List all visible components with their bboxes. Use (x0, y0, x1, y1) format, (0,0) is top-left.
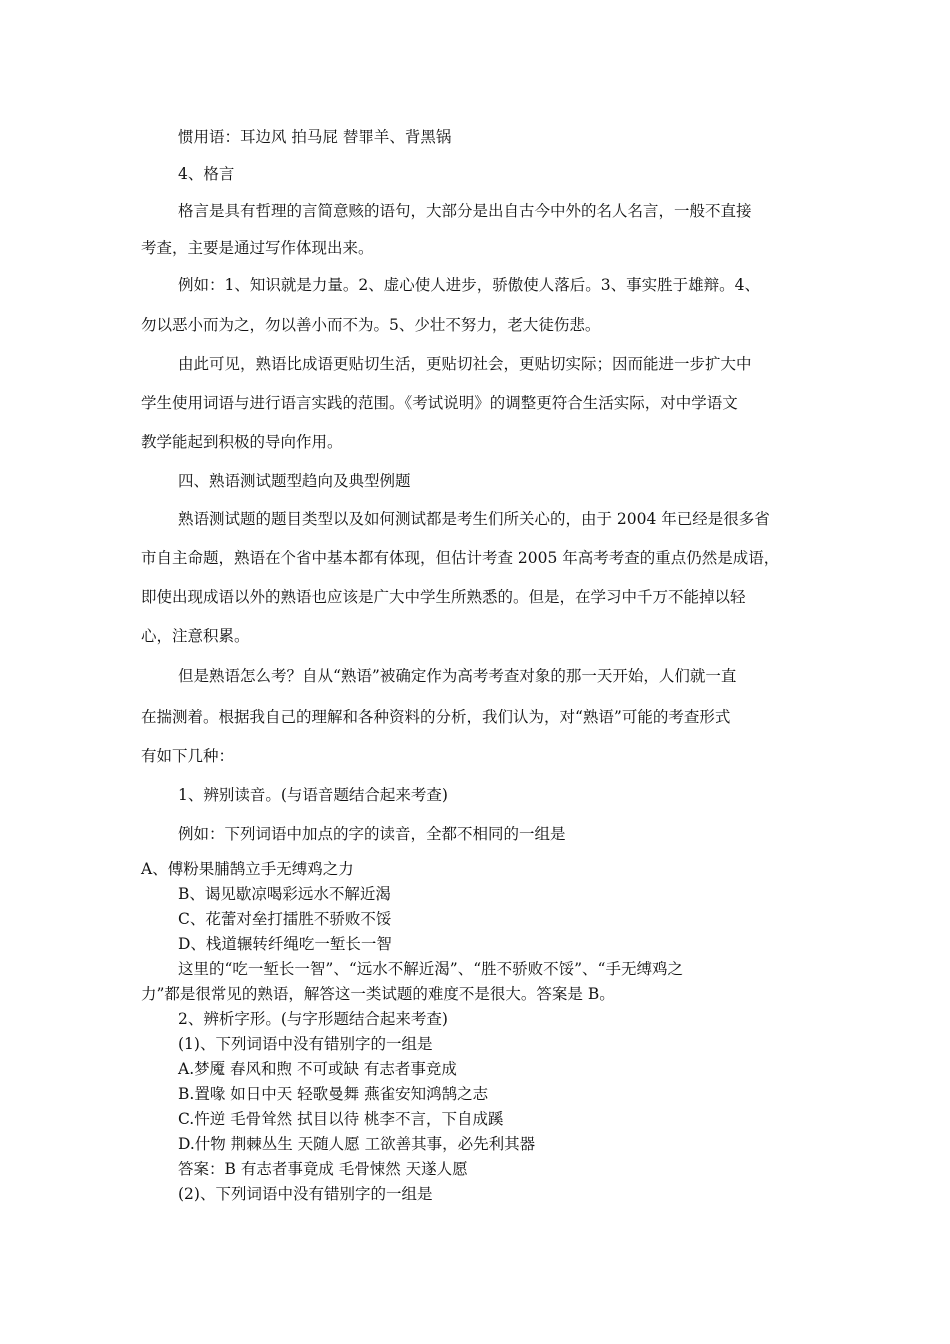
paragraph-line: 学生使用词语与进行语言实践的范围。《考试说明》的调整更符合生活实际，对中学语文 (141, 394, 738, 412)
section-heading-maxims: 4、格言 (178, 165, 235, 183)
paragraph-line: 市自主命题，熟语在个省中基本都有体现，但估计考查 2005 年高考考查的重点仍然是成语， (141, 549, 780, 567)
paragraph-line: 格言是具有哲理的言简意赅的语句，大部分是出自古今中外的名人名言，一般不直接 (178, 202, 752, 220)
paragraph-line: 即使出现成语以外的熟语也应该是广大中学生所熟悉的。但是，在学习中千万不能掉以轻 (141, 588, 746, 606)
paragraph-idioms: 惯用语：耳边风 拍马屁 替罪羊、背黑锅 (178, 128, 452, 146)
paragraph-line: 勿以恶小而为之，勿以善小而不为。5、少壮不努力，老大徒伤悲。 (141, 316, 601, 334)
option-b: B.置喙 如日中天 轻歌曼舞 燕雀安知鸿鹄之志 (178, 1085, 489, 1103)
paragraph-line: 熟语测试题的题目类型以及如何测试都是考生们所关心的，由于 2004 年已经是很多省 (178, 510, 770, 528)
answer-line: 答案：B 有志者事竟成 毛骨悚然 天遂人愿 (178, 1160, 468, 1178)
paragraph-line: 教学能起到积极的导向作用。 (141, 433, 343, 451)
paragraph-line: 力”都是很常见的熟语，解答这一类试题的难度不是很大。答案是 B。 (141, 985, 615, 1003)
paragraph-line: 这里的“吃一堑长一智”、“远水不解近渴”、“胜不骄败不馁”、“手无缚鸡之 (178, 960, 683, 978)
question-stem: 例如：下列词语中加点的字的读音，全都不相同的一组是 (178, 825, 566, 843)
subsection-heading-pronunciation: 1、辨别读音。(与语音题结合起来考查) (178, 786, 448, 804)
paragraph-line: 在揣测着。根据我自己的理解和各种资料的分析，我们认为，对“熟语”可能的考查形式 (141, 708, 731, 726)
question-stem: (1)、下列词语中没有错别字的一组是 (178, 1035, 433, 1053)
paragraph-line: 心，注意积累。 (141, 627, 250, 645)
option-b: B、谒见歇凉喝彩远水不解近渴 (178, 885, 391, 903)
paragraph-line: 例如：1、知识就是力量。2、虚心使人进步，骄傲使人落后。3、事实胜于雄辩。4、 (178, 276, 760, 294)
option-a: A.梦魇 春风和煦 不可或缺 有志者事竞成 (178, 1060, 457, 1078)
paragraph-line: 但是熟语怎么考？自从“熟语”被确定作为高考考查对象的那一天开始，人们就一直 (178, 667, 737, 685)
paragraph-line: 考查，主要是通过写作体现出来。 (141, 239, 374, 257)
paragraph-line: 由此可见，熟语比成语更贴切生活，更贴切社会，更贴切实际；因而能进一步扩大中 (178, 355, 752, 373)
paragraph-line: 有如下几种： (141, 747, 235, 765)
section-heading-4: 四、熟语测试题型趋向及典型例题 (178, 472, 411, 490)
option-d: D.什物 荆棘丛生 天随人愿 工欲善其事，必先利其器 (178, 1135, 536, 1153)
option-c: C、花蕾对垒打擂胜不骄败不馁 (178, 910, 392, 928)
option-c: C.忤逆 毛骨耸然 拭目以待 桃李不言，下自成蹊 (178, 1110, 504, 1128)
question-stem: (2)、下列词语中没有错别字的一组是 (178, 1185, 433, 1203)
subsection-heading-glyphs: 2、辨析字形。(与字形题结合起来考查) (178, 1010, 448, 1028)
option-a: A、傅粉果脯鹄立手无缚鸡之力 (141, 860, 354, 878)
option-d: D、栈道辗转纤绳吃一堑长一智 (178, 935, 392, 953)
